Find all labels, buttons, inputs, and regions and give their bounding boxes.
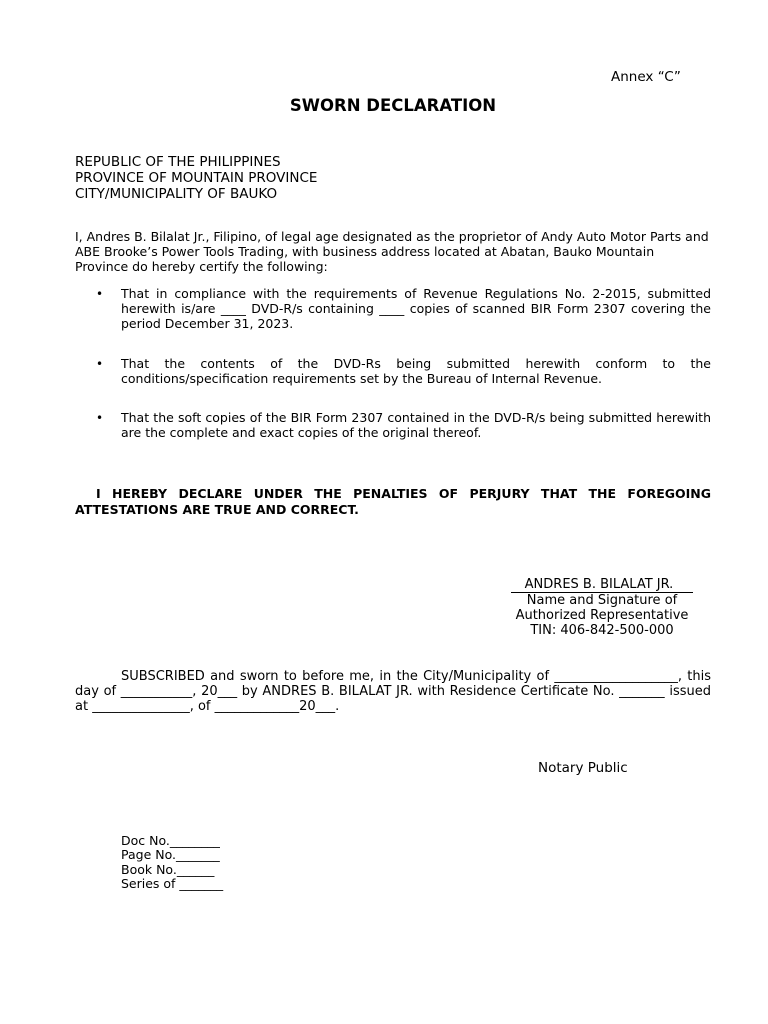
jurat-paragraph: SUBSCRIBED and sworn to before me, in the City/Municipality of ___________________, this day of ___________, 20___ by ANDRES B. BILALAT JR. with Residence Certificate No. _______ issued at _______________, of _____________20___. bbox=[75, 669, 711, 714]
signatory-name: ANDRES B. BILALAT JR. bbox=[511, 577, 694, 593]
tin-number: TIN: 406-842-500-000 bbox=[530, 623, 674, 638]
notary-public-label: Notary Public bbox=[538, 760, 628, 776]
signature-caption-line1: Name and Signature of bbox=[526, 593, 678, 608]
book-number: Book No.______ bbox=[121, 861, 215, 877]
certification-item bbox=[96, 287, 711, 333]
bullet-icon: • bbox=[96, 411, 104, 425]
perjury-declaration: I HEREBY DECLARE UNDER THE PENALTIES OF PERJURY THAT THE FOREGOING ATTESTATIONS ARE TRUE AND CORRECT. bbox=[75, 486, 711, 517]
intro-paragraph: I, Andres B. Bilalat Jr., Filipino, of legal age designated as the proprietor of Andy Auto Motor Parts and ABE Brooke’s Power Tools Trading, with business address located at Abatan, Bauko Mountain Province do hereby certify the following: bbox=[75, 229, 709, 274]
venue-country: REPUBLIC OF THE PHILIPPINES bbox=[75, 154, 281, 170]
page-number: Page No._______ bbox=[121, 847, 220, 863]
bullet-icon: • bbox=[96, 287, 104, 301]
certification-item bbox=[96, 411, 711, 443]
document-title: SWORN DECLARATION bbox=[289, 96, 497, 115]
bullet-icon: • bbox=[96, 357, 104, 371]
venue-block bbox=[75, 154, 317, 202]
signature-caption-line2: Authorized Representative bbox=[515, 608, 689, 623]
notarial-register-block bbox=[121, 834, 223, 891]
certification-text: That in compliance with the requirements of Revenue Regulations No. 2-2015, submitted herewith is/are ____ DVD-R/s containing ____ copies of scanned BIR Form 2307 covering the period December 31, 2023. bbox=[121, 286, 711, 331]
venue-province: PROVINCE OF MOUNTAIN PROVINCE bbox=[75, 170, 318, 186]
certification-text: That the contents of the DVD-Rs being submitted herewith conform to the conditions/specification requirements set by the Bureau of Internal Revenue. bbox=[121, 356, 711, 386]
venue-municipality: CITY/MUNICIPALITY OF BAUKO bbox=[75, 186, 278, 202]
annex-label: Annex “C” bbox=[611, 69, 681, 85]
certification-item bbox=[96, 357, 711, 389]
certification-text: That the soft copies of the BIR Form 2307 contained in the DVD-R/s being submitted herewith are the complete and exact copies of the original thereof. bbox=[121, 410, 711, 440]
signature-block bbox=[503, 577, 701, 638]
doc-number: Doc No.________ bbox=[121, 833, 220, 848]
series-year: Series of _______ bbox=[121, 875, 224, 891]
